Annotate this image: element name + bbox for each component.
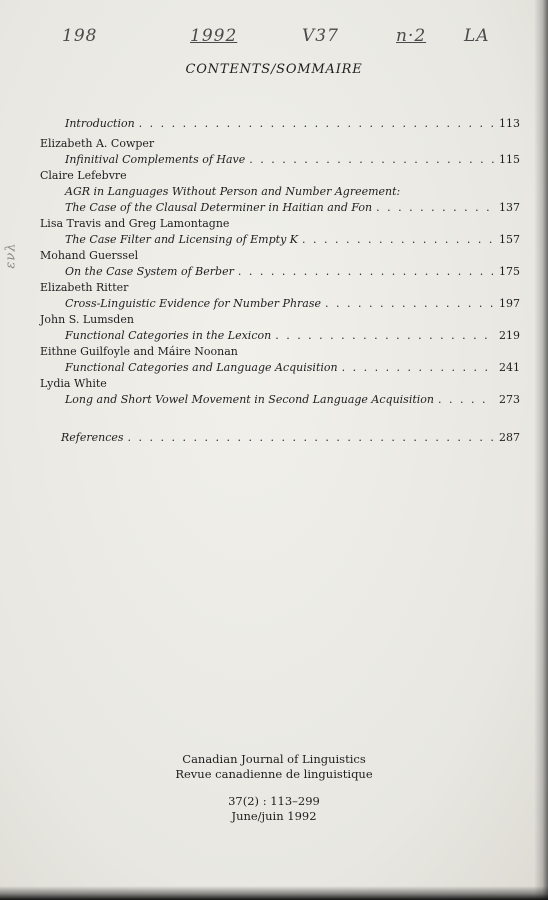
dot-leader — [325, 296, 494, 312]
entry-title: Functional Categories in the Lexicon — [65, 329, 272, 342]
page-number: 241 — [499, 361, 520, 374]
handwritten-mark-2: 1992 — [190, 26, 238, 46]
journal-date: June/juin 1992 — [231, 809, 317, 823]
contents-title: CONTENTS/SOMMAIRE — [185, 62, 363, 77]
page-number: 137 — [499, 201, 520, 214]
toc-references — [40, 430, 520, 446]
page-number: 113 — [499, 117, 520, 130]
toc-entry — [40, 392, 520, 408]
entry-title: The Case Filter and Licensing of Empty K — [65, 233, 298, 246]
page-number: 197 — [499, 297, 520, 310]
author-line: Claire Lefebvre — [40, 169, 127, 182]
author-line: Elizabeth Ritter — [40, 281, 129, 294]
page-number: 273 — [499, 393, 520, 406]
entry-title: Cross-Linguistic Evidence for Number Phrase — [65, 297, 322, 310]
page-number: 287 — [499, 431, 520, 444]
entry-title: References — [61, 431, 124, 444]
toc-introduction — [40, 116, 520, 132]
author-line: Mohand Guerssel — [40, 249, 139, 262]
dot-leader — [342, 360, 494, 376]
handwritten-mark-1: 198 — [62, 26, 98, 46]
author-line: John S. Lumsden — [40, 313, 134, 326]
page-number: 175 — [499, 265, 520, 278]
entry-title: Introduction — [65, 117, 135, 130]
handwritten-mark-4: n·2 — [396, 26, 427, 46]
dot-leader — [128, 430, 494, 446]
entry-title-line1: AGR in Languages Without Person and Number Agreement: — [65, 185, 401, 198]
dot-leader — [139, 116, 494, 132]
author-line: Lisa Travis and Greg Lamontagne — [40, 217, 230, 230]
dot-leader — [249, 152, 494, 168]
toc-entry — [40, 232, 520, 248]
journal-name-en: Canadian Journal of Linguistics — [182, 752, 366, 766]
dot-leader — [275, 328, 494, 344]
page-edge-shadow-bottom — [0, 886, 548, 900]
entry-title: On the Case System of Berber — [65, 265, 234, 278]
toc-entry — [40, 296, 520, 312]
toc-entry — [40, 328, 520, 344]
journal-volume: 37(2) : 113–299 — [228, 794, 320, 808]
toc-entry — [40, 152, 520, 168]
toc-entry — [40, 360, 520, 376]
handwritten-mark-5: LA — [464, 26, 490, 46]
dot-leader — [302, 232, 494, 248]
dot-leader — [438, 392, 494, 408]
entry-title: The Case of the Clausal Determiner in Haitian and Fon — [65, 201, 373, 214]
entry-title: Functional Categories and Language Acquisition — [65, 361, 338, 374]
author-line: Eithne Guilfoyle and Máire Noonan — [40, 345, 238, 358]
journal-name-fr: Revue canadienne de linguistique — [175, 767, 373, 781]
page-number: 219 — [499, 329, 520, 342]
author-line: Elizabeth A. Cowper — [40, 137, 155, 150]
toc-entry — [40, 200, 520, 216]
dot-leader — [376, 200, 494, 216]
page-number: 115 — [499, 153, 520, 166]
entry-title: Long and Short Vowel Movement in Second Language Acquisition — [65, 393, 434, 406]
dot-leader — [238, 264, 494, 280]
handwritten-margin-mark: ενλ — [3, 242, 19, 269]
page-number: 157 — [499, 233, 520, 246]
handwritten-mark-3: V37 — [302, 26, 339, 46]
toc-entry — [40, 264, 520, 280]
entry-title: Infinitival Complements of Have — [65, 153, 246, 166]
author-line: Lydia White — [40, 377, 107, 390]
